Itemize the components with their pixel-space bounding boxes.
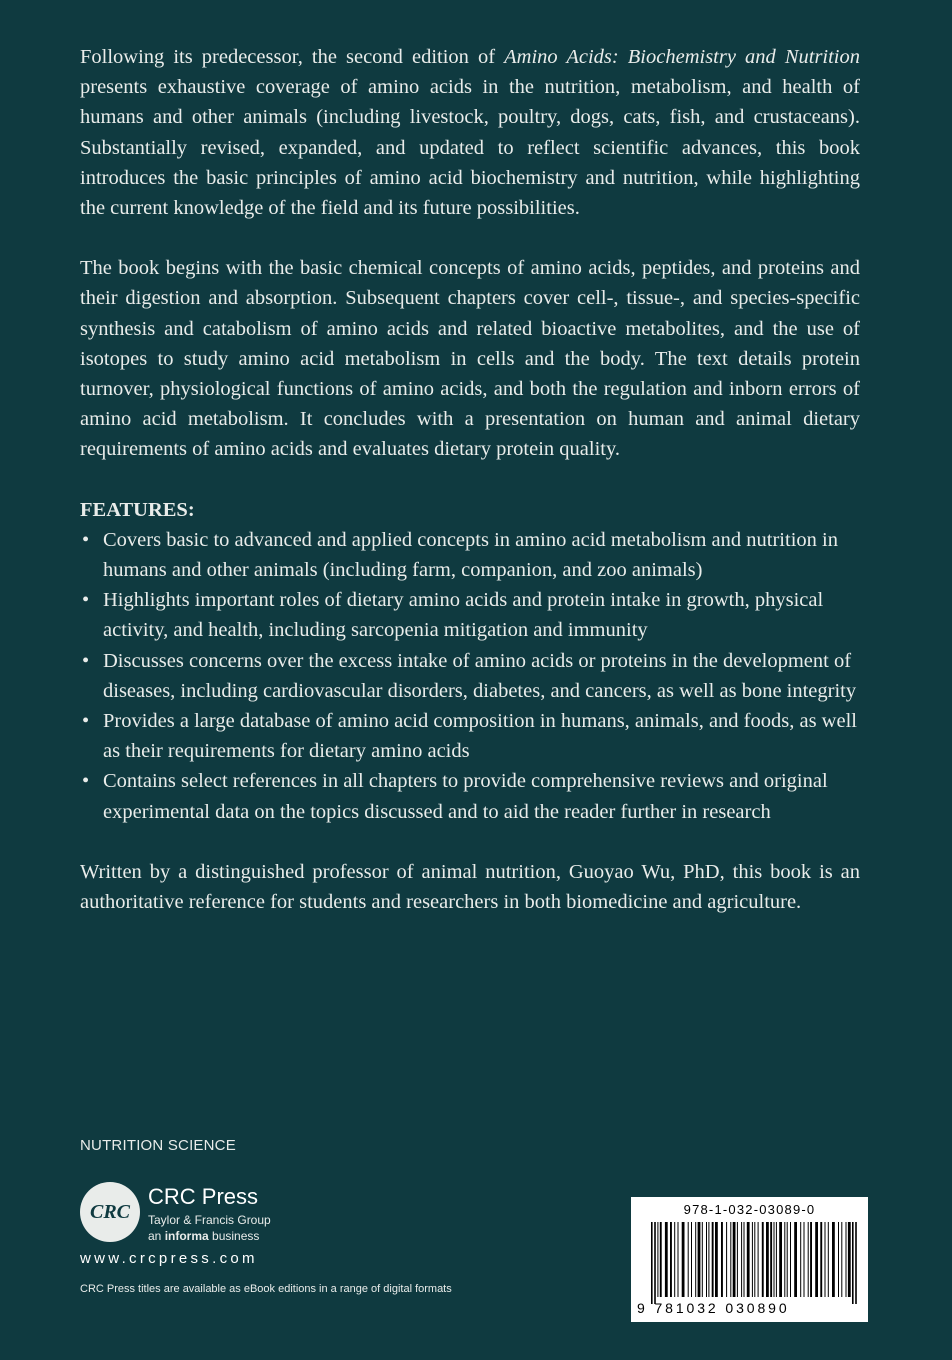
barcode-bar: [657, 1222, 658, 1297]
barcode-bar: [660, 1222, 662, 1297]
feature-item: • Provides a large database of amino acid composition in humans, animals, and foods, as well as their requirements for dietary amino acids: [80, 706, 860, 766]
barcode-bar: [832, 1222, 835, 1297]
barcode-bar: [670, 1222, 672, 1297]
barcode-bar: [721, 1222, 723, 1297]
barcode-bar: [794, 1222, 797, 1297]
feature-item: • Discusses concerns over the excess intake of amino acids or proteins in the development of diseases, including cardiovascular disorders, diabetes, and cancers, as well as bone integrity: [80, 646, 860, 706]
features-heading: FEATURES:: [80, 498, 195, 521]
intro-suffix: presents exhaustive coverage of amino acids in the nutrition, metabolism, and health of humans and other animals (including livestock, poultry, dogs, cats, fish, and crustaceans). Substantially revised, expanded, and updated to reflect scientific advances, this book introduces the basic principles of amino acid biochemistry and nutrition, while highlighting the current knowledge of the field and its future possibilities.: [80, 76, 860, 220]
barcode-bar: [774, 1222, 775, 1297]
barcode-bar: [752, 1222, 753, 1297]
publisher-group: Taylor & Francis Group: [148, 1213, 271, 1227]
barcode-bar: [766, 1222, 769, 1297]
barcode-bar: [784, 1222, 785, 1297]
barcode-bar: [758, 1222, 759, 1297]
publisher-tagline: an informa business: [148, 1229, 260, 1243]
barcode-bar: [712, 1222, 714, 1297]
crc-logo-icon: CRC: [80, 1182, 140, 1242]
barcode-bar: [698, 1222, 701, 1297]
barcode-bar: [787, 1222, 788, 1297]
barcode-bar: [754, 1222, 755, 1297]
isbn-number: 978-1-032-03089-0: [683, 1202, 816, 1217]
publisher-website[interactable]: www.crcpress.com: [80, 1250, 258, 1267]
barcode-bar: [800, 1222, 801, 1297]
barcode-bar: [651, 1222, 653, 1304]
barcode-bar: [706, 1222, 707, 1297]
intro-paragraph: [80, 42, 860, 223]
barcode-bar: [708, 1222, 709, 1297]
barcode-bar: [747, 1222, 750, 1297]
barcode-bar: [733, 1222, 736, 1297]
barcode-bar: [841, 1222, 842, 1297]
barcode-bar: [695, 1222, 696, 1297]
barcode-bar: [744, 1222, 745, 1297]
feature-item: • Contains select references in all chapters to provide comprehensive reviews and original experimental data on the topics discussed and to aid the reader further in research: [80, 766, 860, 826]
barcode-bar: [688, 1222, 689, 1297]
barcode-bar: [838, 1222, 839, 1297]
barcode-bar: [654, 1222, 656, 1304]
summary-paragraph: The book begins with the basic chemical concepts of amino acids, peptides, and proteins and their digestion and absorption. Subsequent chapters cover cell-, tissue-, and species-specific synthesis and catabolism of amino acids and related bioactive metabolites, and the use of isotopes to study amino acid metabolism in cells and the body. The text details protein turnover, physiological functions of amino acids, and both the regulation and inborn errors of amino acid metabolism. It concludes with a presentation on human and animal dietary requirements of amino acids and evaluates dietary protein quality.: [80, 257, 860, 461]
barcode-bar: [825, 1222, 826, 1297]
barcode-bar: [665, 1222, 668, 1297]
barcode-bar: [790, 1222, 791, 1297]
barcode-bar: [678, 1222, 679, 1297]
feature-item: • Covers basic to advanced and applied concepts in amino acid metabolism and nutrition in humans and other animals (including farm, companion, and zoo animals): [80, 525, 860, 585]
barcode-bar: [762, 1222, 764, 1297]
barcode-bar: [737, 1222, 738, 1297]
back-cover-text: [80, 42, 860, 917]
intro-prefix: Following its predecessor, the second edition of: [80, 46, 505, 68]
barcode-bar: [815, 1222, 818, 1297]
barcode-bar: [855, 1222, 857, 1304]
barcode-bar: [730, 1222, 731, 1297]
barcode-bar: [682, 1222, 685, 1297]
barcode-bar: [691, 1222, 692, 1297]
barcode-bar: [741, 1222, 742, 1297]
ebook-note: CRC Press titles are available as eBook editions in a range of digital formats: [80, 1283, 452, 1295]
barcode-bar: [810, 1222, 812, 1297]
barcode-bar: [702, 1222, 703, 1297]
barcode-bar: [715, 1222, 718, 1297]
barcode-bar: [674, 1222, 675, 1297]
book-title: Amino Acids: Biochemistry and Nutrition: [504, 46, 861, 68]
barcode-bar: [820, 1222, 822, 1297]
category-label: NUTRITION SCIENCE: [80, 1137, 236, 1154]
barcode-bar: [846, 1222, 847, 1297]
barcode-bar: [776, 1222, 777, 1297]
barcode-bar: [808, 1222, 809, 1297]
barcode-bar: [804, 1222, 805, 1297]
barcode-bar: [852, 1222, 854, 1304]
publisher-name: CRC Press: [148, 1184, 259, 1209]
barcode-bar: [770, 1222, 772, 1297]
features-list: [80, 525, 860, 827]
feature-item: • Highlights important roles of dietary amino acids and protein intake in growth, physical activity, and health, including sarcopenia mitigation and immunity: [80, 585, 860, 645]
barcode-bar: [779, 1222, 782, 1297]
author-paragraph: Written by a distinguished professor of animal nutrition, Guoyao Wu, PhD, this book is an authoritative reference for students and researchers in both biomedicine and agriculture.: [80, 860, 860, 914]
ean-number: 9 781032 030890: [637, 1300, 790, 1316]
isbn-barcode: [631, 1197, 868, 1322]
barcode-bar: [848, 1222, 851, 1297]
barcode-bar: [726, 1222, 727, 1297]
crc-press-logo: [80, 1182, 340, 1242]
barcode-bar: [828, 1222, 829, 1297]
